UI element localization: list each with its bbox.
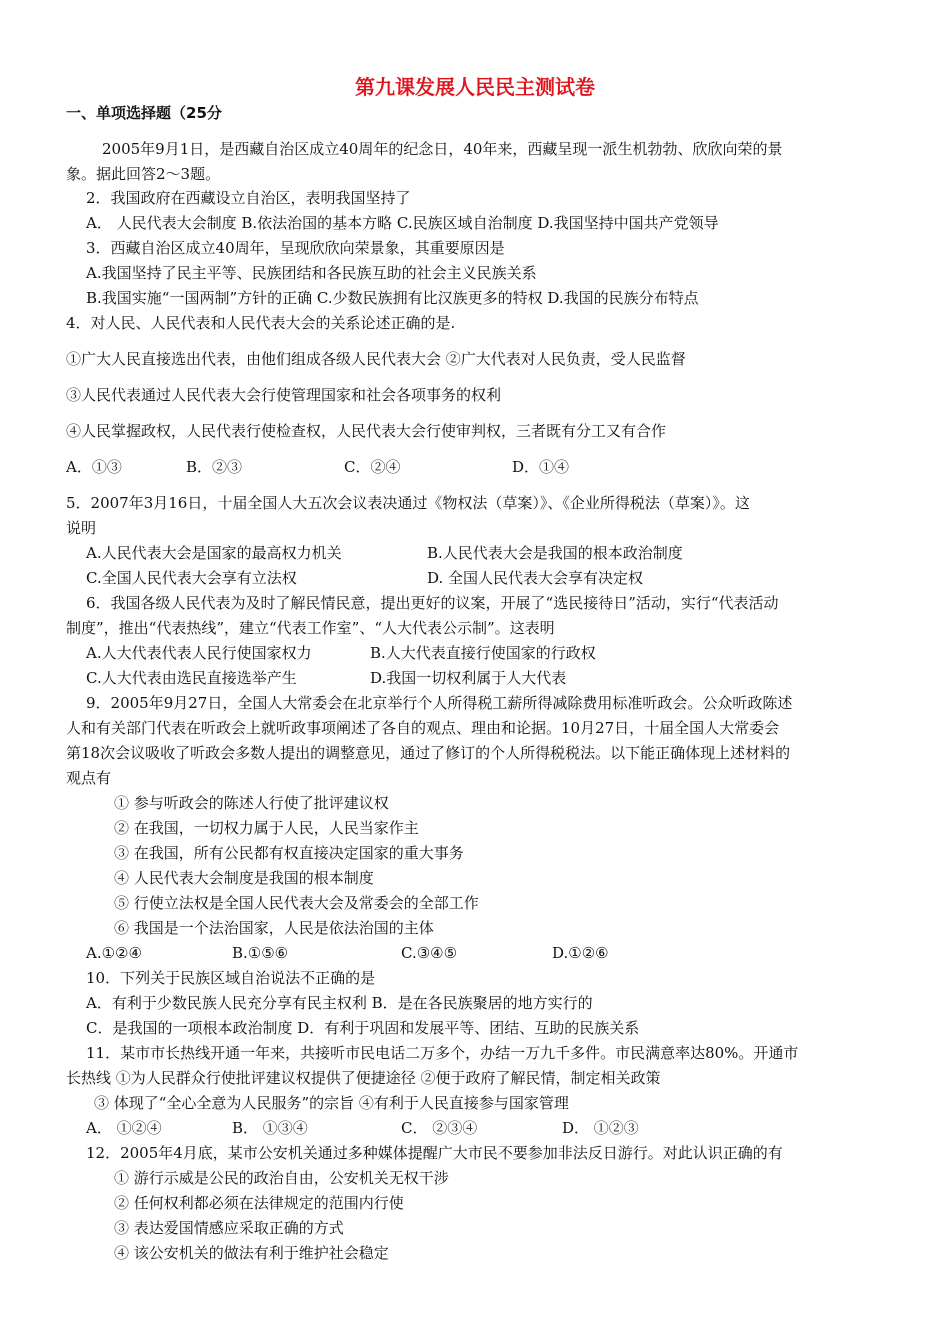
options-line: B.我国实施“一国两制”方针的正确 C.少数民族拥有比汉族更多的特权 D.我国的民族分布特点 (86, 289, 699, 307)
statement-line: ③人民代表通过人民代表大会行使管理国家和社会各项事务的权利 (66, 386, 502, 404)
statement-line: ⑤ 行使立法权是全国人民代表大会及常委会的全部工作 (114, 894, 479, 912)
page-title: 第九课发展人民民主测试卷 (355, 75, 595, 99)
question-line: 2．我国政府在西藏设立自治区，表明我国坚持了 (86, 189, 411, 207)
question-line: 10．下列关于民族区域自治说法不正确的是 (86, 969, 376, 987)
question-line: 观点有 (66, 769, 112, 787)
statement-line: ④人民掌握政权，人民代表行使检查权，人民代表大会行使审判权，三者既有分工又有合作 (66, 422, 667, 440)
section-heading: 一、单项选择题（25分 (66, 104, 222, 122)
option-d: D． ①②③ (562, 1119, 639, 1137)
question-line: 长热线 ①为人民群众行使批评建议权提供了便捷途径 ②便于政府了解民情，制定相关政策 (66, 1069, 661, 1087)
option-b: B.人民代表大会是我国的根本政治制度 (427, 544, 683, 562)
option-c: C.③④⑤ (401, 944, 458, 962)
options-line: A．有利于少数民族人民充分享有民主权利 B．是在各民族聚居的地方实行的 (86, 994, 593, 1012)
question-line: 3．西藏自治区成立40周年，呈现欣欣向荣景象，其重要原因是 (86, 239, 505, 257)
question-line: 人和有关部门代表在听政会上就听政事项阐述了各自的观点、理由和论据。10月27日，十届全国人大常委会 (66, 719, 780, 737)
option-a: A.①②④ (86, 944, 142, 962)
text-line: 2005年9月1日，是西藏自治区成立40周年的纪念日，40年来，西藏呈现一派生机勃勃、欣欣向荣的景 (102, 140, 783, 158)
option-b: B.人大代表直接行使国家的行政权 (370, 644, 596, 662)
question-line: 12．2005年4月底，某市公安机关通过多种媒体提醒广大市民不要参加非法反日游行。对此认识正确的有 (86, 1144, 783, 1162)
option-a: A.人民代表大会是国家的最高权力机关 (86, 544, 342, 562)
question-line: 11．某市市长热线开通一年来，共接听市民电话二万多个，办结一万九千多件。市民满意率达80%。开通市 (86, 1044, 799, 1062)
statement-line: ④ 该公安机关的做法有利于维护社会稳定 (114, 1244, 389, 1262)
option-c: C．②④ (344, 458, 401, 476)
option-c: C.全国人民代表大会享有立法权 (86, 569, 297, 587)
options-line: C．是我国的一项根本政治制度 D．有利于巩固和发展平等、团结、互助的民族关系 (86, 1019, 640, 1037)
question-line: 第18次会议吸收了听政会多数人提出的调整意见，通过了修订的个人所得税税法。以下能正确体现上述材料的 (66, 744, 791, 762)
question-line: 9．2005年9月27日，全国人大常委会在北京举行个人所得税工薪所得减除费用标准听政会。公众听政陈述 (86, 694, 793, 712)
option-d: D.①②⑥ (552, 944, 609, 962)
statement-line: ⑥ 我国是一个法治国家，人民是依法治国的主体 (114, 919, 434, 937)
statement-line: ① 参与听政会的陈述人行使了批评建议权 (114, 794, 389, 812)
option-a: A．①③ (66, 458, 122, 476)
option-b: B.①⑤⑥ (232, 944, 289, 962)
statement-line: ① 游行示威是公民的政治自由，公安机关无权干涉 (114, 1169, 449, 1187)
question-line: 4．对人民、人民代表和人民代表大会的关系论述正确的是. (66, 314, 456, 332)
options-line: A． 人民代表大会制度 B.依法治国的基本方略 C.民族区域自治制度 D.我国坚持中国共产党领导 (86, 214, 719, 232)
option-a: A． ①②④ (86, 1119, 162, 1137)
question-line: 6．我国各级人民代表为及时了解民情民意，提出更好的议案，开展了“选民接待日”活动，实行“代表活动 (86, 594, 779, 612)
option-d: D.我国一切权利属于人大代表 (370, 669, 567, 687)
question-line: 制度”，推出“代表热线”，建立“代表工作室”、“人大代表公示制”。这表明 (66, 619, 555, 637)
option-c: C． ②③④ (401, 1119, 478, 1137)
option-a: A.人大代表代表人民行使国家权力 (86, 644, 312, 662)
option-d: D. 全国人民代表大会享有决定权 (427, 569, 644, 587)
option-line: A.我国坚持了民主平等、民族团结和各民族互助的社会主义民族关系 (86, 264, 537, 282)
option-b: B． ①③④ (232, 1119, 308, 1137)
option-c: C.人大代表由选民直接选举产生 (86, 669, 297, 687)
question-line: 说明 (66, 519, 97, 537)
statement-line: ③ 表达爱国情感应采取正确的方式 (114, 1219, 344, 1237)
statement-line: ② 任何权利都必须在法律规定的范围内行使 (114, 1194, 404, 1212)
statement-line: ④ 人民代表大会制度是我国的根本制度 (114, 869, 374, 887)
question-line: 5．2007年3月16日，十届全国人大五次会议表决通过《物权法（草案）》、《企业所得税法（草案）》。这 (66, 494, 750, 512)
option-d: D．①④ (512, 458, 570, 476)
statement-line: ①广大人民直接选出代表，由他们组成各级人民代表大会 ②广大代表对人民负责，受人民监督 (66, 350, 686, 368)
statement-line: ③ 体现了“全心全意为人民服务”的宗旨 ④有利于人民直接参与国家管理 (94, 1094, 569, 1112)
option-b: B．②③ (186, 458, 243, 476)
statement-line: ② 在我国，一切权力属于人民，人民当家作主 (114, 819, 419, 837)
text-line: 象。据此回答2～3题。 (66, 165, 221, 183)
statement-line: ③ 在我国，所有公民都有权直接决定国家的重大事务 (114, 844, 464, 862)
